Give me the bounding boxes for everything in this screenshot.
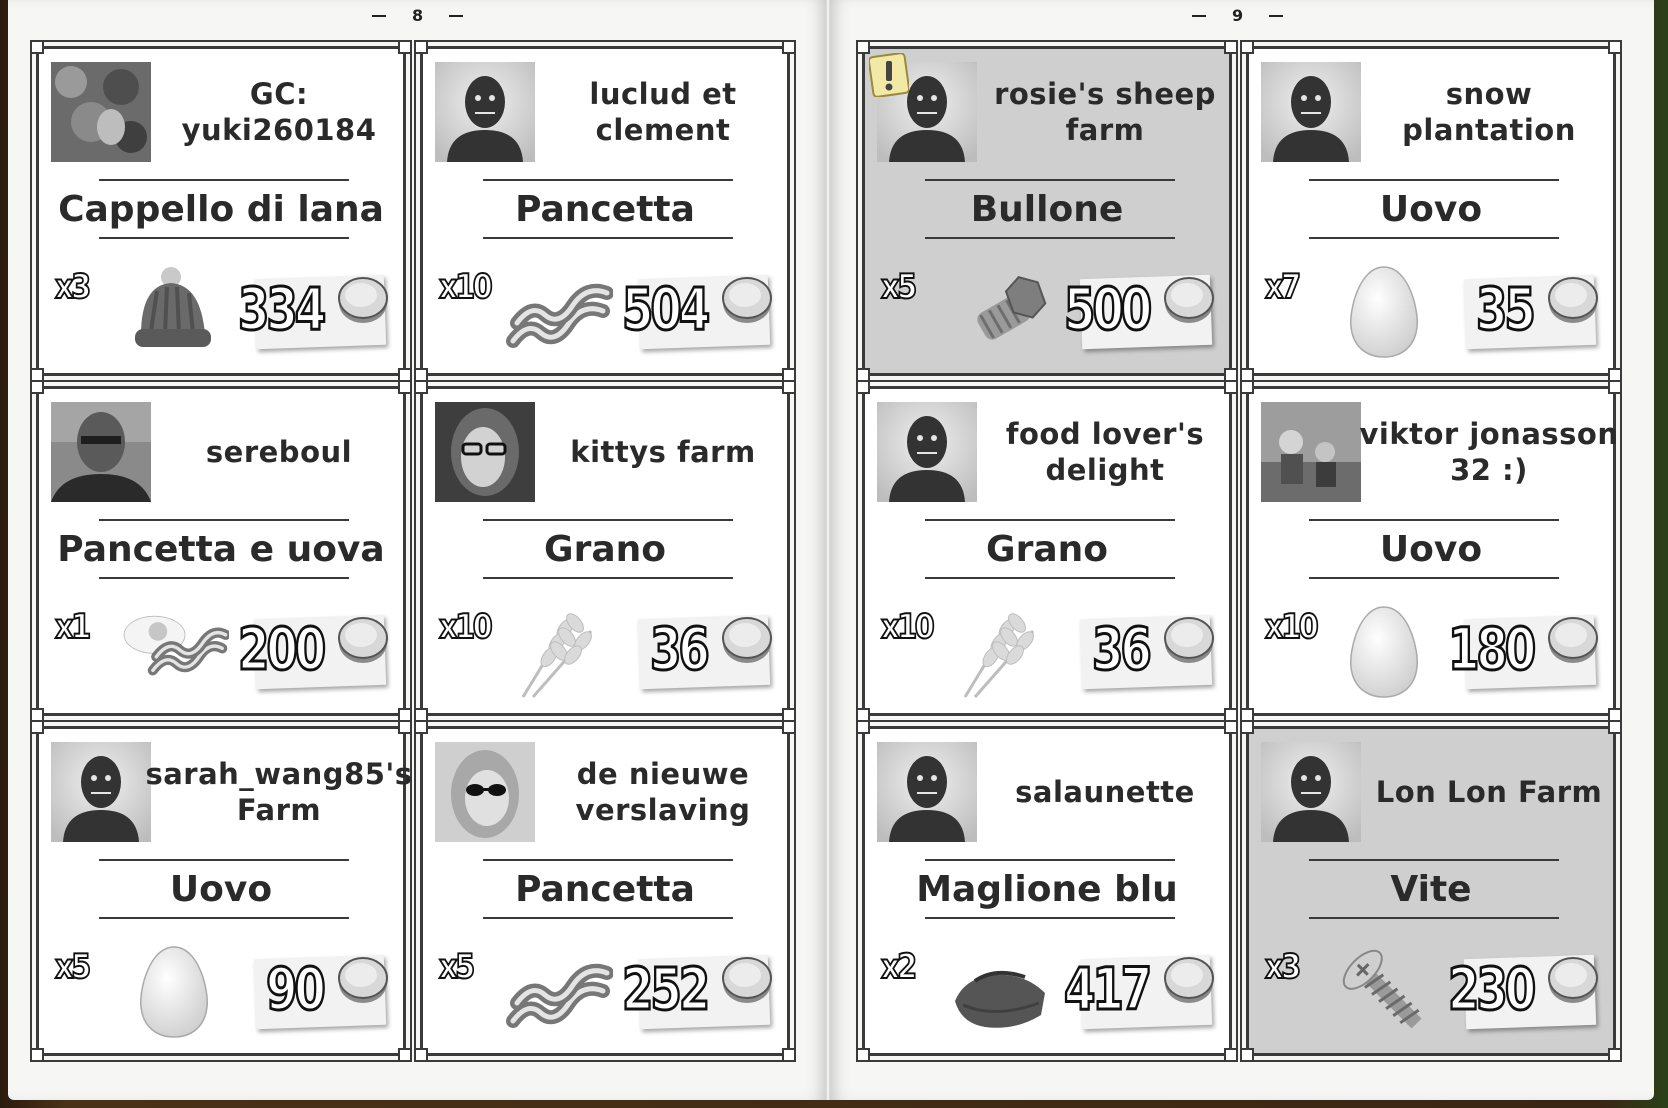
farm-name: food lover's delight <box>1005 417 1205 487</box>
default-avatar-icon[interactable] <box>1261 62 1361 162</box>
default-avatar-icon[interactable] <box>877 742 977 842</box>
farm-name: sereboul <box>205 435 353 469</box>
card-corner <box>782 720 796 734</box>
card-corner <box>398 1048 412 1062</box>
price: 230 <box>1447 955 1533 1023</box>
default-avatar-icon[interactable] <box>1261 742 1361 842</box>
coin-icon <box>335 951 391 1007</box>
coin-icon <box>719 271 775 327</box>
price: 252 <box>621 955 707 1023</box>
bacon-icon <box>503 261 613 361</box>
order-card[interactable] <box>36 46 406 376</box>
coin-icon <box>335 271 391 327</box>
order-card[interactable] <box>420 386 790 716</box>
avatar[interactable] <box>435 402 535 502</box>
avatar[interactable] <box>51 62 151 162</box>
divider <box>1309 917 1559 919</box>
quantity: x10 <box>881 607 933 647</box>
sweater-icon <box>945 941 1055 1041</box>
price: 334 <box>237 275 323 343</box>
coin-icon <box>719 951 775 1007</box>
right-page-number: 9 <box>1192 6 1283 25</box>
quantity: x3 <box>1265 947 1299 987</box>
card-corner <box>1608 1048 1622 1062</box>
card-corner <box>1240 1048 1254 1062</box>
price: 36 <box>650 615 707 683</box>
divider <box>483 577 733 579</box>
card-corner <box>414 720 428 734</box>
egg-icon <box>1329 261 1439 361</box>
wheat-icon <box>945 601 1055 701</box>
item-name: Maglione blu <box>916 868 1178 910</box>
farm-name: luclud et clement <box>589 77 737 147</box>
item-name: Bullone <box>970 188 1124 230</box>
card-corner <box>30 1048 44 1062</box>
price: 90 <box>266 955 323 1023</box>
wheat-icon <box>503 601 613 701</box>
left-page-number: 8 <box>372 6 463 25</box>
order-card[interactable] <box>862 726 1232 1056</box>
item-name: Pancetta <box>515 868 695 910</box>
price: 36 <box>1092 615 1149 683</box>
card-corner <box>414 1048 428 1062</box>
coin-icon <box>1545 951 1601 1007</box>
card-corner <box>30 40 44 54</box>
bolt-icon <box>945 261 1055 361</box>
order-card[interactable] <box>420 726 790 1056</box>
quantity: x10 <box>439 267 491 307</box>
quantity: x5 <box>881 267 915 307</box>
item-name: Vite <box>1390 868 1472 910</box>
coin-icon <box>1545 611 1601 667</box>
card-corner <box>1224 40 1238 54</box>
card-corner <box>1608 720 1622 734</box>
price: 180 <box>1447 615 1533 683</box>
price: 504 <box>621 275 707 343</box>
card-corner <box>398 380 412 394</box>
price: 417 <box>1063 955 1149 1023</box>
divider <box>99 917 349 919</box>
order-card[interactable] <box>36 386 406 716</box>
farm-name: rosie's sheep farm <box>994 77 1216 147</box>
quantity: x5 <box>439 947 473 987</box>
card-corner <box>856 720 870 734</box>
item-name: Uovo <box>169 868 273 910</box>
order-card[interactable] <box>420 46 790 376</box>
card-corner <box>1224 1048 1238 1062</box>
card-corner <box>1224 720 1238 734</box>
card-corner <box>782 40 796 54</box>
card-corner <box>414 40 428 54</box>
card-corner <box>782 380 796 394</box>
card-corner <box>856 40 870 54</box>
item-name: Cappello di lana <box>58 188 384 230</box>
item-name: Grano <box>544 528 666 570</box>
item-name: Grano <box>986 528 1108 570</box>
card-corner <box>1224 380 1238 394</box>
card-corner <box>1240 720 1254 734</box>
bacon-and-eggs-icon <box>119 601 229 701</box>
quantity: x10 <box>439 607 491 647</box>
card-corner <box>414 380 428 394</box>
farm-name: GC: yuki260184 <box>181 77 377 147</box>
divider <box>1309 577 1559 579</box>
order-card[interactable] <box>862 46 1232 376</box>
card-corner <box>30 720 44 734</box>
card-corner <box>398 720 412 734</box>
quantity: x2 <box>881 947 915 987</box>
card-corner <box>30 380 44 394</box>
divider <box>483 917 733 919</box>
card-corner <box>398 40 412 54</box>
card-corner <box>782 1048 796 1062</box>
item-name: Uovo <box>1379 528 1483 570</box>
quantity: x3 <box>55 267 89 307</box>
order-card[interactable] <box>862 386 1232 716</box>
default-avatar-icon[interactable] <box>877 402 977 502</box>
card-corner <box>1608 380 1622 394</box>
book-spine <box>826 0 830 1100</box>
divider <box>925 917 1175 919</box>
farm-name: sarah_wang85's Farm <box>145 757 413 827</box>
card-corner <box>856 380 870 394</box>
order-card[interactable] <box>36 726 413 1056</box>
farm-name: de nieuwe verslaving <box>575 757 751 827</box>
farm-name: snow plantation <box>1402 77 1576 147</box>
avatar[interactable] <box>1261 402 1361 502</box>
bacon-icon <box>503 941 613 1041</box>
wool-hat-icon <box>119 261 229 361</box>
divider <box>925 577 1175 579</box>
egg-icon <box>1329 601 1439 701</box>
egg-icon <box>119 941 229 1041</box>
coin-icon <box>1161 951 1217 1007</box>
default-avatar-icon[interactable] <box>51 742 151 842</box>
quantity: x1 <box>55 607 89 647</box>
alert-icon[interactable] <box>869 53 909 101</box>
price: 200 <box>237 615 323 683</box>
price: 500 <box>1063 275 1149 343</box>
coin-icon <box>719 611 775 667</box>
farm-name: salaunette <box>1015 775 1195 809</box>
item-name: Pancetta <box>515 188 695 230</box>
card-corner <box>856 1048 870 1062</box>
coin-icon <box>1161 271 1217 327</box>
coin-icon <box>335 611 391 667</box>
screw-icon <box>1329 941 1439 1041</box>
farm-name: viktor jonasson 32 :) <box>1359 417 1619 487</box>
avatar[interactable] <box>51 402 151 502</box>
card-corner <box>1608 40 1622 54</box>
divider <box>99 237 349 239</box>
divider <box>483 237 733 239</box>
quantity: x5 <box>55 947 89 987</box>
order-card[interactable] <box>1246 386 1619 716</box>
order-card[interactable] <box>1246 46 1616 376</box>
quantity: x10 <box>1265 607 1317 647</box>
farm-name: kittys farm <box>570 435 756 469</box>
quantity: x7 <box>1265 267 1299 307</box>
card-corner <box>1240 40 1254 54</box>
item-name: Pancetta e uova <box>57 528 385 570</box>
divider <box>1309 237 1559 239</box>
default-avatar-icon[interactable] <box>435 62 535 162</box>
divider <box>99 577 349 579</box>
item-name: Uovo <box>1379 188 1483 230</box>
avatar[interactable] <box>435 742 535 842</box>
price: 35 <box>1476 275 1533 343</box>
order-card[interactable] <box>1246 726 1616 1056</box>
divider <box>925 237 1175 239</box>
coin-icon <box>1161 611 1217 667</box>
farm-name: Lon Lon Farm <box>1375 775 1603 809</box>
coin-icon <box>1545 271 1601 327</box>
card-corner <box>1240 380 1254 394</box>
